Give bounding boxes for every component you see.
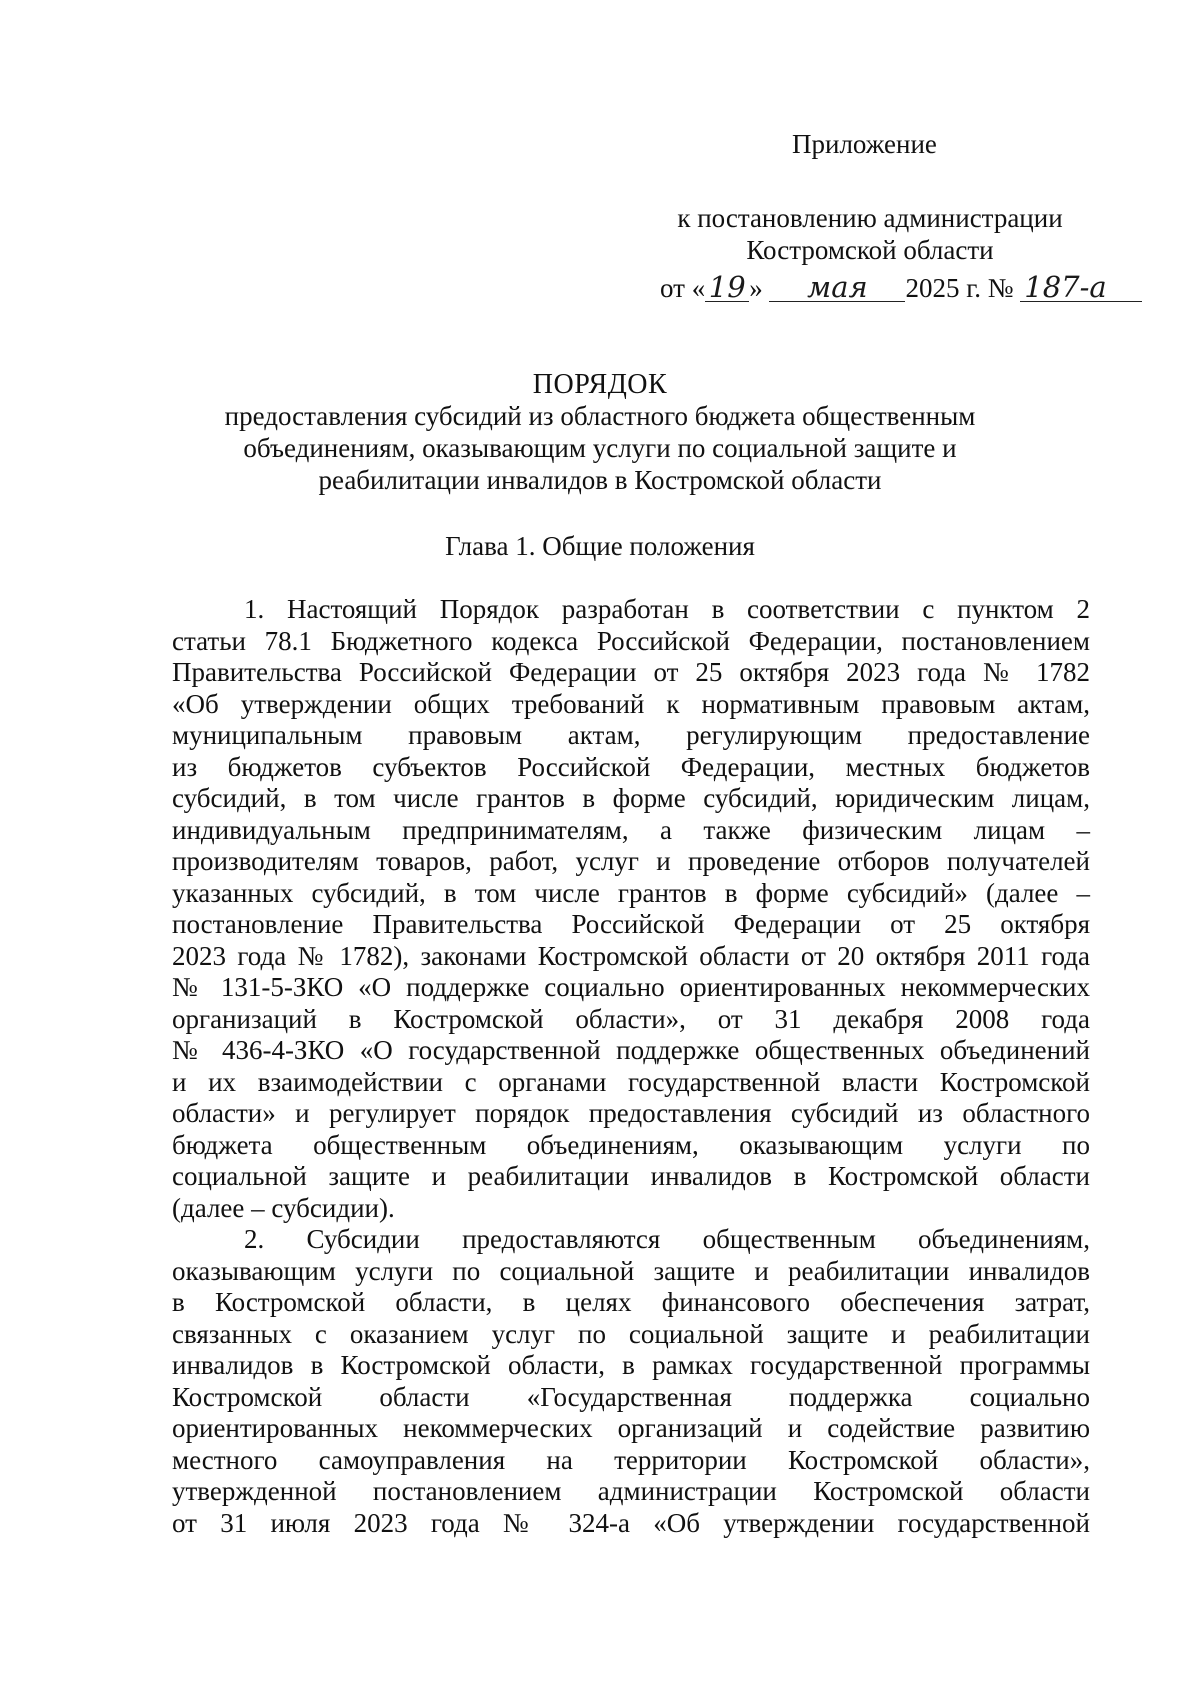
- paragraph-2-line: местного самоуправления на территории Костромской области»,: [172, 1444, 1090, 1475]
- paragraph-1-line: производителям товаров, работ, услуг и проведение отборов получателей: [172, 846, 1090, 876]
- paragraph-1-line: субсидий, в том числе грантов в форме субсидий, юридическим лицам,: [172, 783, 1090, 813]
- paragraph-2-line: от 31 июля 2023 года № 324-а «Об утверждении государственной: [172, 1507, 1090, 1538]
- annex-date-line: [660, 270, 1142, 305]
- handwritten-number: 187-а: [1020, 270, 1142, 304]
- paragraph-2-line: оказывающим услуги по социальной защите и реабилитации инвалидов: [172, 1255, 1090, 1286]
- handwritten-day: 19: [705, 270, 749, 304]
- handwritten-month: мая: [769, 270, 905, 304]
- paragraph-2-line: Костромской области «Государственная поддержка социально: [172, 1381, 1090, 1412]
- paragraph-1-line: «Об утверждении общих требований к нормативным правовым актам,: [172, 688, 1090, 719]
- annex-line: Костромской области: [746, 235, 994, 265]
- document-subtitle: [200, 400, 1000, 496]
- paragraph-1-line: 1. Настоящий Порядок разработан в соответствии с пунктом 2: [244, 594, 1090, 624]
- paragraph-1-line: индивидуальным предпринимателям, а также физическим лицам –: [172, 814, 1090, 845]
- paragraph-1-line: постановление Правительства Российской Федерации от 25 октября: [172, 909, 1090, 939]
- paragraph-1-line: из бюджетов субъектов Российской Федерации, местных бюджетов: [172, 751, 1090, 782]
- paragraph-2-line: ориентированных некоммерческих организаций и содействие развитию: [172, 1413, 1090, 1443]
- paragraph-1-line: Правительства Российской Федерации от 25 октября 2023 года № 1782: [172, 657, 1090, 687]
- subtitle-line: объединениям, оказывающим услуги по социальной защите и: [243, 433, 957, 463]
- annex-line: к постановлению администрации: [677, 203, 1063, 233]
- paragraph-1-line: (далее – субсидии).: [172, 1192, 395, 1223]
- paragraph-2-line: связанных с оказанием услуг по социальной защите и реабилитации: [172, 1318, 1090, 1349]
- subtitle-line: реабилитации инвалидов в Костромской области: [318, 465, 882, 495]
- paragraph-2-line: в Костромской области, в целях финансового обеспечения затрат,: [172, 1287, 1090, 1317]
- date-year-number-label: 2025 г. №: [905, 273, 1014, 303]
- document-body: [172, 594, 1090, 1539]
- paragraph-1-line: социальной защите и реабилитации инвалидов в Костромской области: [172, 1161, 1090, 1191]
- date-prefix: от «: [660, 273, 706, 303]
- paragraph-1-line: области» и регулирует порядок предоставления субсидий из областного: [172, 1098, 1090, 1128]
- subtitle-line: предоставления субсидий из областного бюджета общественным: [224, 401, 976, 431]
- paragraph-1-line: указанных субсидий, в том числе грантов в форме субсидий» (далее –: [172, 877, 1090, 908]
- paragraph-1-line: № 131-5-ЗКО «О поддержке социально ориентированных некоммерческих: [172, 972, 1090, 1002]
- paragraph-2-line: 2. Субсидии предоставляются общественным объединениям,: [244, 1224, 1090, 1254]
- annex-title: Приложение: [792, 129, 937, 159]
- paragraph-2-line: утвержденной постановлением администрации Костромской области: [172, 1476, 1090, 1506]
- paragraph-1-line: муниципальным правовым актам, регулирующим предоставление: [172, 720, 1090, 750]
- chapter-heading: Глава 1. Общие положения: [445, 531, 755, 561]
- paragraph-1-line: статьи 78.1 Бюджетного кодекса Российской Федерации, постановлением: [172, 625, 1090, 656]
- paragraph-1-line: бюджета общественным объединениям, оказывающим услуги по: [172, 1129, 1090, 1160]
- annex-reference: [640, 202, 1100, 266]
- paragraph-2-line: инвалидов в Костромской области, в рамках государственной программы: [172, 1350, 1090, 1380]
- date-quote-close: »: [749, 273, 763, 303]
- paragraph-1-line: № 436-4-ЗКО «О государственной поддержке общественных объединений: [172, 1035, 1090, 1065]
- document-title: ПОРЯДОК: [532, 369, 668, 400]
- paragraph-1-line: и их взаимодействии с органами государственной власти Костромской: [172, 1066, 1090, 1097]
- paragraph-1-line: организаций в Костромской области», от 31 декабря 2008 года: [172, 1003, 1090, 1034]
- paragraph-1-line: 2023 года № 1782), законами Костромской области от 20 октября 2011 года: [172, 940, 1090, 971]
